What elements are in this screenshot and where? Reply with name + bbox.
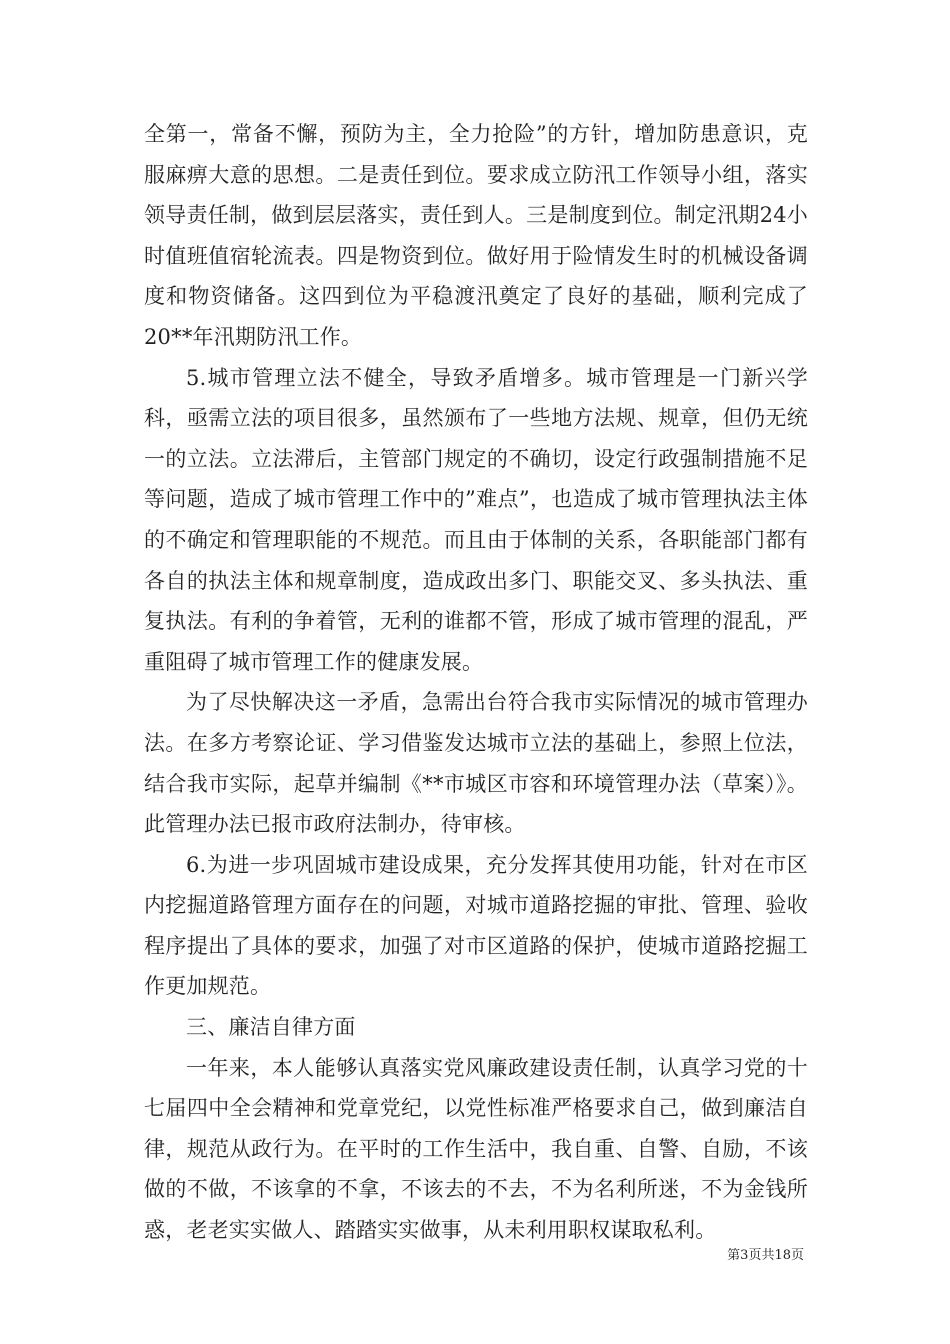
document-body (144, 114, 808, 1251)
paragraph-item-5: 5.城市管理立法不健全，导致矛盾增多。城市管理是一门新兴学科，亟需立法的项目很多，虽然颁布了一些地方法规、规章，但仍无统一的立法。立法滞后，主管部门规定的不确切，设定行政强制措施不足等问题，造成了城市管理工作中的”难点”，也造成了城市管理执法主体的不确定和管理职能的不规范。而且由于体制的关系，各职能部门都有各自的执法主体和规章制度，造成政出多门、职能交叉、多头执法、重复执法。有利的争着管，无利的谁都不管，形成了城市管理的混乱，严重阻碍了城市管理工作的健康发展。 (144, 365, 808, 674)
section-heading-integrity: 三、廉洁自律方面 (186, 1015, 356, 1040)
paragraph-continuation: 全第一，常备不懈，预防为主，全力抢险”的方针，增加防患意识，克服麻痹大意的思想。二是责任到位。要求成立防汛工作领导小组，落实领导责任制，做到层层落实，责任到人。三是制度到位。制定汛期24小时值班值宿轮流表。四是物资到位。做好用于险情发生时的机械设备调度和物资储备。这四到位为平稳渡汛奠定了良好的基础，顺利完成了20**年汛期防汛工作。 (144, 122, 808, 349)
paragraph-integrity: 一年来，本人能够认真落实党风廉政建设责任制，认真学习党的十七届四中全会精神和党章党纪，以党性标准严格要求自己，做到廉洁自律，规范从政行为。在平时的工作生活中，我自重、自警、自励，不该做的不做，不该拿的不拿，不该去的不去，不为名利所迷，不为金钱所惑，老老实实做人、踏踏实实做事，从未利用职权谋取私利。 (144, 1055, 808, 1243)
page-number-footer: 第3页共18页 (727, 1248, 804, 1263)
paragraph-item-6: 6.为进一步巩固城市建设成果，充分发挥其使用功能，针对在市区内挖掘道路管理方面存在的问题，对城市道路挖掘的审批、管理、验收程序提出了具体的要求，加强了对市区道路的保护，使城市道路挖掘工作更加规范。 (144, 852, 808, 999)
paragraph-solution: 为了尽快解决这一矛盾，急需出台符合我市实际情况的城市管理办法。在多方考察论证、学习借鉴发达城市立法的基础上，参照上位法，结合我市实际，起草并编制《**市城区市容和环境管理办法（草案）》。此管理办法已报市政府法制办，待审核。 (144, 690, 808, 837)
